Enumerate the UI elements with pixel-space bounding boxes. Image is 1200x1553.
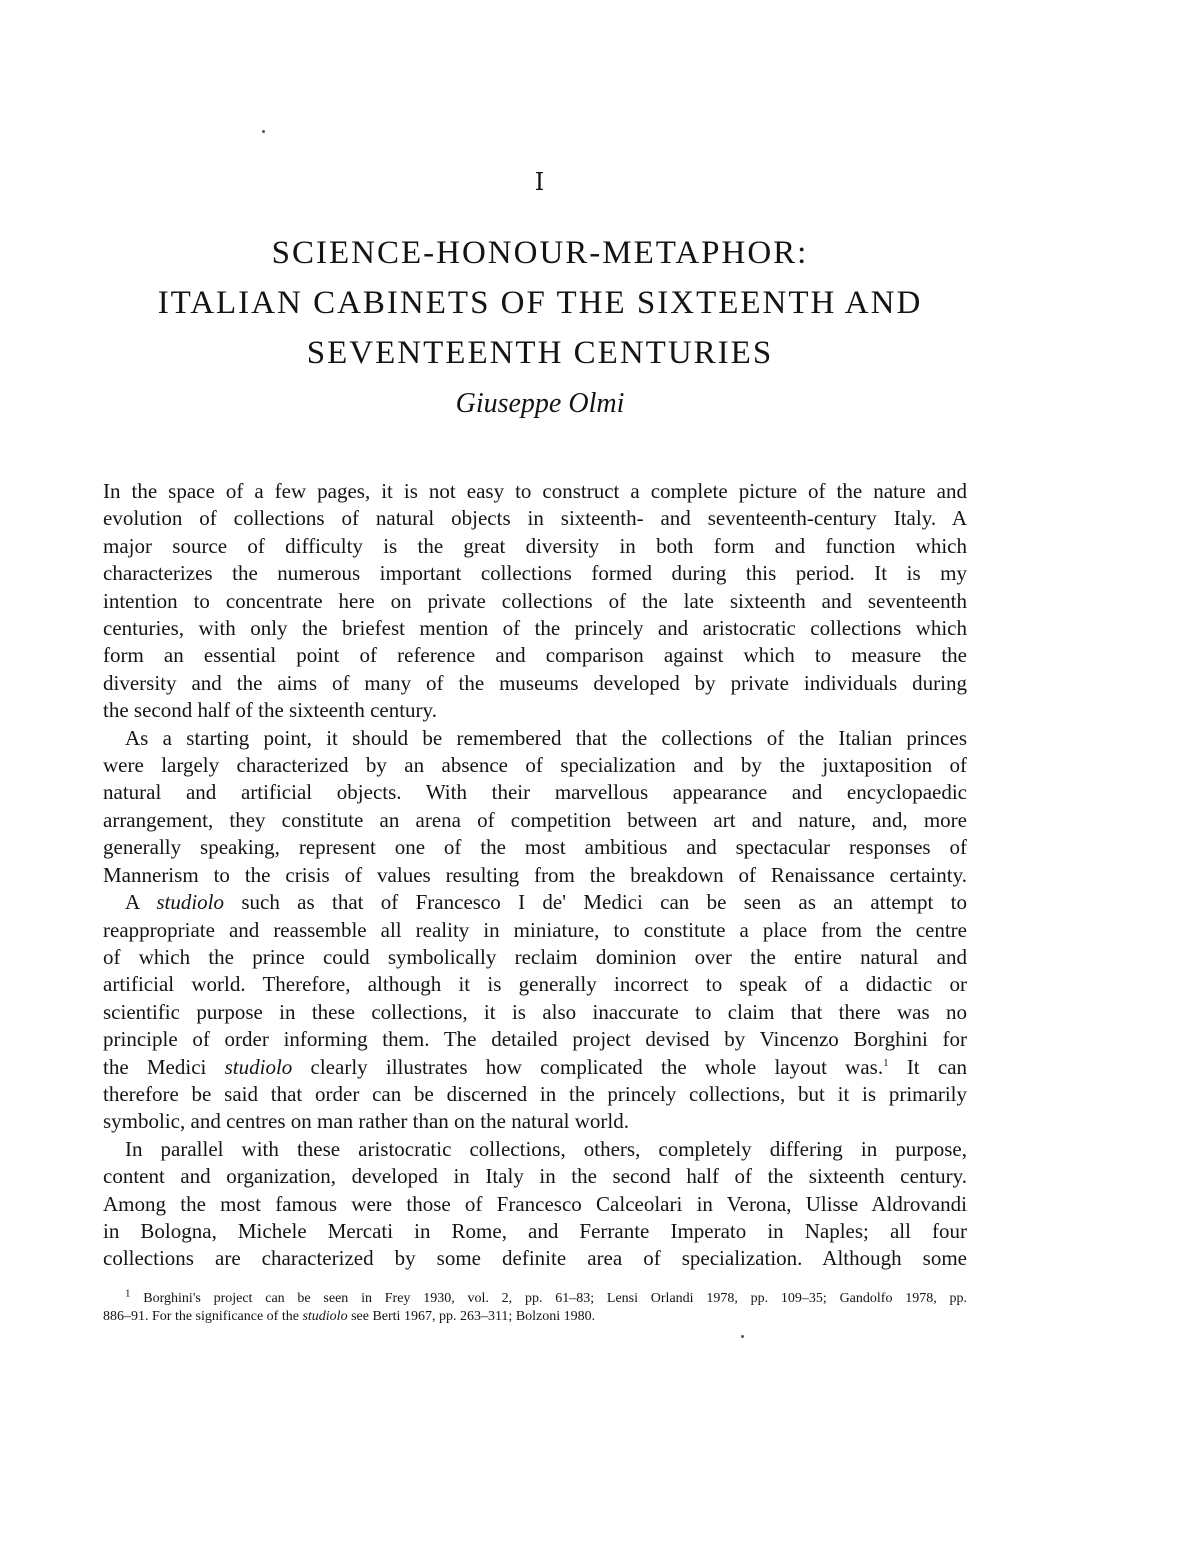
footnote-ref[interactable]: 1 bbox=[883, 1056, 889, 1069]
text-line: evolution of collections of natural objects in sixteenth- and seventeenth-century Italy. A bbox=[103, 506, 967, 531]
text-line: of which the prince could symbolically reclaim dominion over the entire natural and bbox=[103, 944, 967, 969]
text-line: in Bologna, Michele Mercati in Rome, and Ferrante Imperato in Naples; all four bbox=[103, 1218, 967, 1243]
text-line: content and organization, developed in Italy in the second half of the sixteenth century. bbox=[103, 1164, 967, 1189]
text-line bbox=[103, 889, 967, 916]
footnote-line bbox=[103, 1308, 967, 1326]
text-line: Among the most famous were those of Francesco Calceolari in Verona, Ulisse Aldrovandi bbox=[103, 1191, 967, 1216]
text-line: arrangement, they constitute an arena of competition between art and nature, and, more bbox=[103, 807, 967, 832]
text-line: the second half of the sixteenth century. bbox=[103, 698, 437, 723]
text-line: characterizes the numerous important collections formed during this period. It is my bbox=[103, 561, 967, 586]
text-line: In parallel with these aristocratic collections, others, completely differing in purpose, bbox=[125, 1136, 967, 1161]
line-rest: such as that of Francesco I de' Medici can be seen as an attempt to bbox=[241, 890, 967, 915]
paragraph-4 bbox=[103, 1136, 967, 1273]
line-prefix: A bbox=[125, 890, 140, 915]
text-line: centuries, with only the briefest mention of the princely and aristocratic collections which bbox=[103, 616, 967, 641]
title-line-1: SCIENCE-HONOUR-METAPHOR: bbox=[271, 235, 809, 271]
paragraph-1 bbox=[103, 478, 967, 725]
text-line: generally speaking, represent one of the most ambitious and spectacular responses of bbox=[103, 835, 967, 860]
scan-speck bbox=[741, 1335, 744, 1338]
chapter-number: I bbox=[534, 168, 546, 196]
text-line: therefore be said that order can be discerned in the princely collections, but it is primarily bbox=[103, 1081, 967, 1106]
chapter-title bbox=[0, 228, 1080, 378]
text-line: As a starting point, it should be remembered that the collections of the Italian princes bbox=[125, 725, 967, 750]
text-line: principle of order informing them. The detailed project devised by Vincenzo Borghini for bbox=[103, 1027, 967, 1052]
text-line: were largely characterized by an absence of specialization and by the juxtaposition of bbox=[103, 753, 967, 778]
text-line: form an essential point of reference and comparison against which to measure the bbox=[103, 643, 967, 668]
text-line: intention to concentrate here on private collections of the late sixteenth and seventeenth bbox=[103, 588, 967, 613]
text-line: artificial world. Therefore, although it is generally incorrect to speak of a didactic or bbox=[103, 972, 967, 997]
text-line: symbolic, and centres on man rather than on the natural world. bbox=[103, 1109, 630, 1134]
line-prefix: the Medici bbox=[103, 1054, 207, 1079]
text-line: Mannerism to the crisis of values resulting from the breakdown of Renaissance certainty. bbox=[103, 862, 967, 887]
paragraph-3 bbox=[103, 889, 967, 1136]
italic-term: studiolo bbox=[156, 890, 225, 915]
text-line: natural and artificial objects. With their marvellous appearance and encyclopaedic bbox=[103, 780, 967, 805]
line-suffix: It can bbox=[906, 1054, 968, 1079]
text-line: diversity and the aims of many of the museums developed by private individuals during bbox=[103, 670, 967, 695]
footnote bbox=[103, 1287, 968, 1326]
paragraph-2 bbox=[103, 725, 967, 889]
scan-speck bbox=[262, 130, 265, 133]
footnote-number: 1 bbox=[125, 1287, 131, 1300]
text-line bbox=[103, 1054, 967, 1081]
footnote-text: Borghini's project can be seen in Frey 1930, vol. 2, pp. 61–83; Lensi Orlandi 1978, pp. 109–35; Gandolfo 1978, pp. bbox=[143, 1291, 968, 1306]
text-line: scientific purpose in these collections, it is also inaccurate to claim that there was no bbox=[103, 999, 967, 1024]
text-line: In the space of a few pages, it is not easy to construct a complete picture of the nature and bbox=[103, 479, 967, 503]
footnote-text: 886–91. For the significance of the bbox=[103, 1309, 299, 1324]
footnote-line bbox=[103, 1287, 968, 1308]
body-text bbox=[103, 478, 967, 1273]
italic-term: studiolo bbox=[224, 1054, 293, 1079]
text-line: collections are characterized by some definite area of specialization. Although some bbox=[103, 1246, 967, 1271]
text-line: reappropriate and reassemble all reality in miniature, to constitute a place from the centre bbox=[103, 917, 967, 942]
text-line: major source of difficulty is the great diversity in both form and function which bbox=[103, 533, 967, 558]
title-line-2: ITALIAN CABINETS OF THE SIXTEENTH AND bbox=[157, 285, 923, 321]
author-name: Giuseppe Olmi bbox=[455, 388, 625, 419]
footnote-text: see Berti 1967, pp. 263–311; Bolzoni 1980. bbox=[351, 1309, 596, 1324]
title-line-3: SEVENTEENTH CENTURIES bbox=[306, 335, 774, 371]
italic-term: studiolo bbox=[302, 1309, 348, 1324]
line-rest: clearly illustrates how complicated the whole layout was. bbox=[310, 1054, 884, 1079]
